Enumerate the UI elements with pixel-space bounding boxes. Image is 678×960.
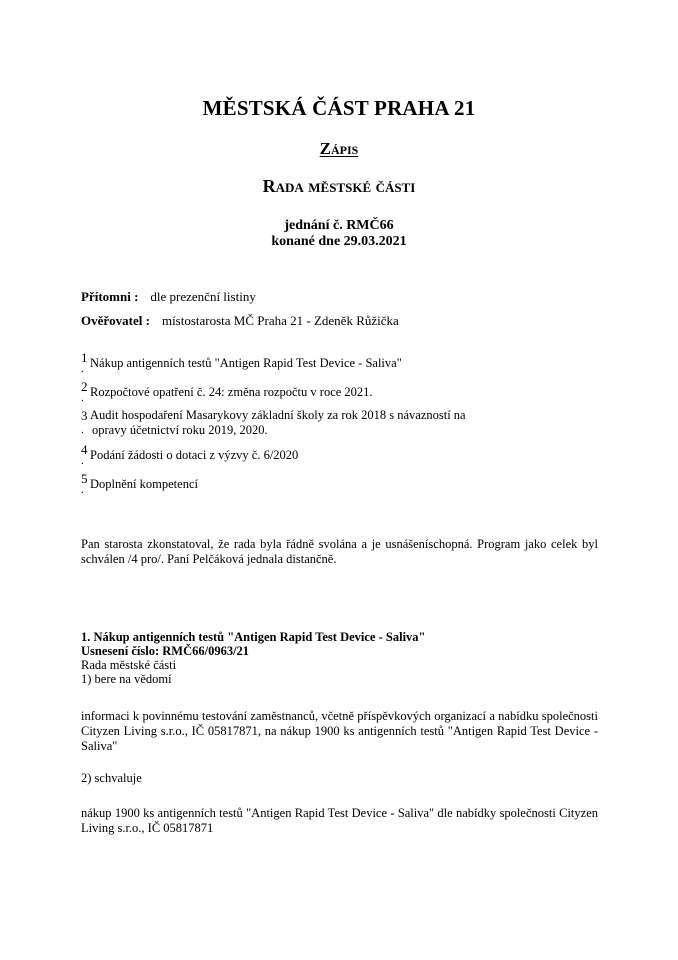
present-value: dle prezenční listiny [150,289,256,304]
verifier-row [81,313,399,329]
verifier-label: Ověřovatel : [81,313,150,328]
agenda-item-number: 5 [81,471,88,486]
agenda-item-text [90,408,466,438]
agenda-item [81,408,541,442]
agenda-item-text: Podání žádosti o dotaci z výzvy č. 6/2020 [90,448,299,462]
agenda-item-dot: . [81,455,84,467]
present-label: Přítomni : [81,289,139,304]
agenda-item-number: 4 [81,442,88,457]
meeting-number: jednání č. RMČ66 [284,218,394,233]
resolution-number: Usnesení číslo: RMČ66/0963/21 [81,644,250,658]
agenda-item-text-line1: Audit hospodaření Masarykovy základní školy za rok 2018 s návazností na [90,408,466,422]
agenda-item-number: 2 [81,379,88,394]
agenda-item-number: 1 [81,350,88,365]
agenda-item-text: Rozpočtové opatření č. 24: změna rozpočtu v roce 2021. [90,385,373,399]
agenda-item [81,442,541,471]
agenda-item-dot: . [81,484,84,496]
agenda-item-text-line2: opravy účetnictví roku 2019, 2020. [92,423,268,437]
agenda-item-dot: . [81,363,84,375]
council-heading: Rada městské části [262,176,416,196]
document-type-heading [0,139,678,159]
agenda-item [81,350,541,379]
agenda-item [81,471,541,500]
agenda-item-dot: . [81,392,84,404]
point1-text: informaci k povinnému testování zaměstnanců, včetně příspěvkových organizací a nabídku společnosti Cityzen Living s.r.o., IČ 05817871, na nákup 1900 ks antigenních testů "Antigen Rapid Test Device - Saliva" [81,709,598,753]
agenda-item-number: 3 [81,408,88,423]
agenda-item-text: Nákup antigenních testů "Antigen Rapid Test Device - Saliva" [90,356,402,370]
agenda-item-dot: . [81,424,84,436]
agenda-list [81,350,541,500]
council-label: Rada městské části [81,658,177,672]
meeting-date: konané dne 29.03.2021 [271,234,407,249]
present-row [81,289,256,305]
verifier-value: místostarosta MČ Praha 21 - Zdeněk Růžička [161,313,399,328]
document-type-text: Zápis [319,139,359,158]
point2-label: 2) schvaluje [81,771,142,785]
section-heading [81,630,425,658]
intro-paragraph: Pan starosta zkonstatoval, že rada byla řádně svolána a je usnášeníschopná. Program jako celek byl schválen /4 pro/. Paní Pelčáková jednala distančně. [81,537,598,566]
agenda-item-text: Doplnění kompetencí [90,477,198,491]
section-title: 1. Nákup antigenních testů "Antigen Rapid Test Device - Saliva" [81,630,426,644]
meeting-info [0,218,678,250]
municipality-heading: MĚSTSKÁ ČÁST PRAHA 21 [202,96,476,120]
point1-label: 1) bere na vědomí [81,672,172,686]
agenda-item [81,379,541,408]
point2-text: nákup 1900 ks antigenních testů "Antigen Rapid Test Device - Saliva" dle nabídky společnosti Cityzen Living s.r.o., IČ 05817871 [81,806,598,835]
